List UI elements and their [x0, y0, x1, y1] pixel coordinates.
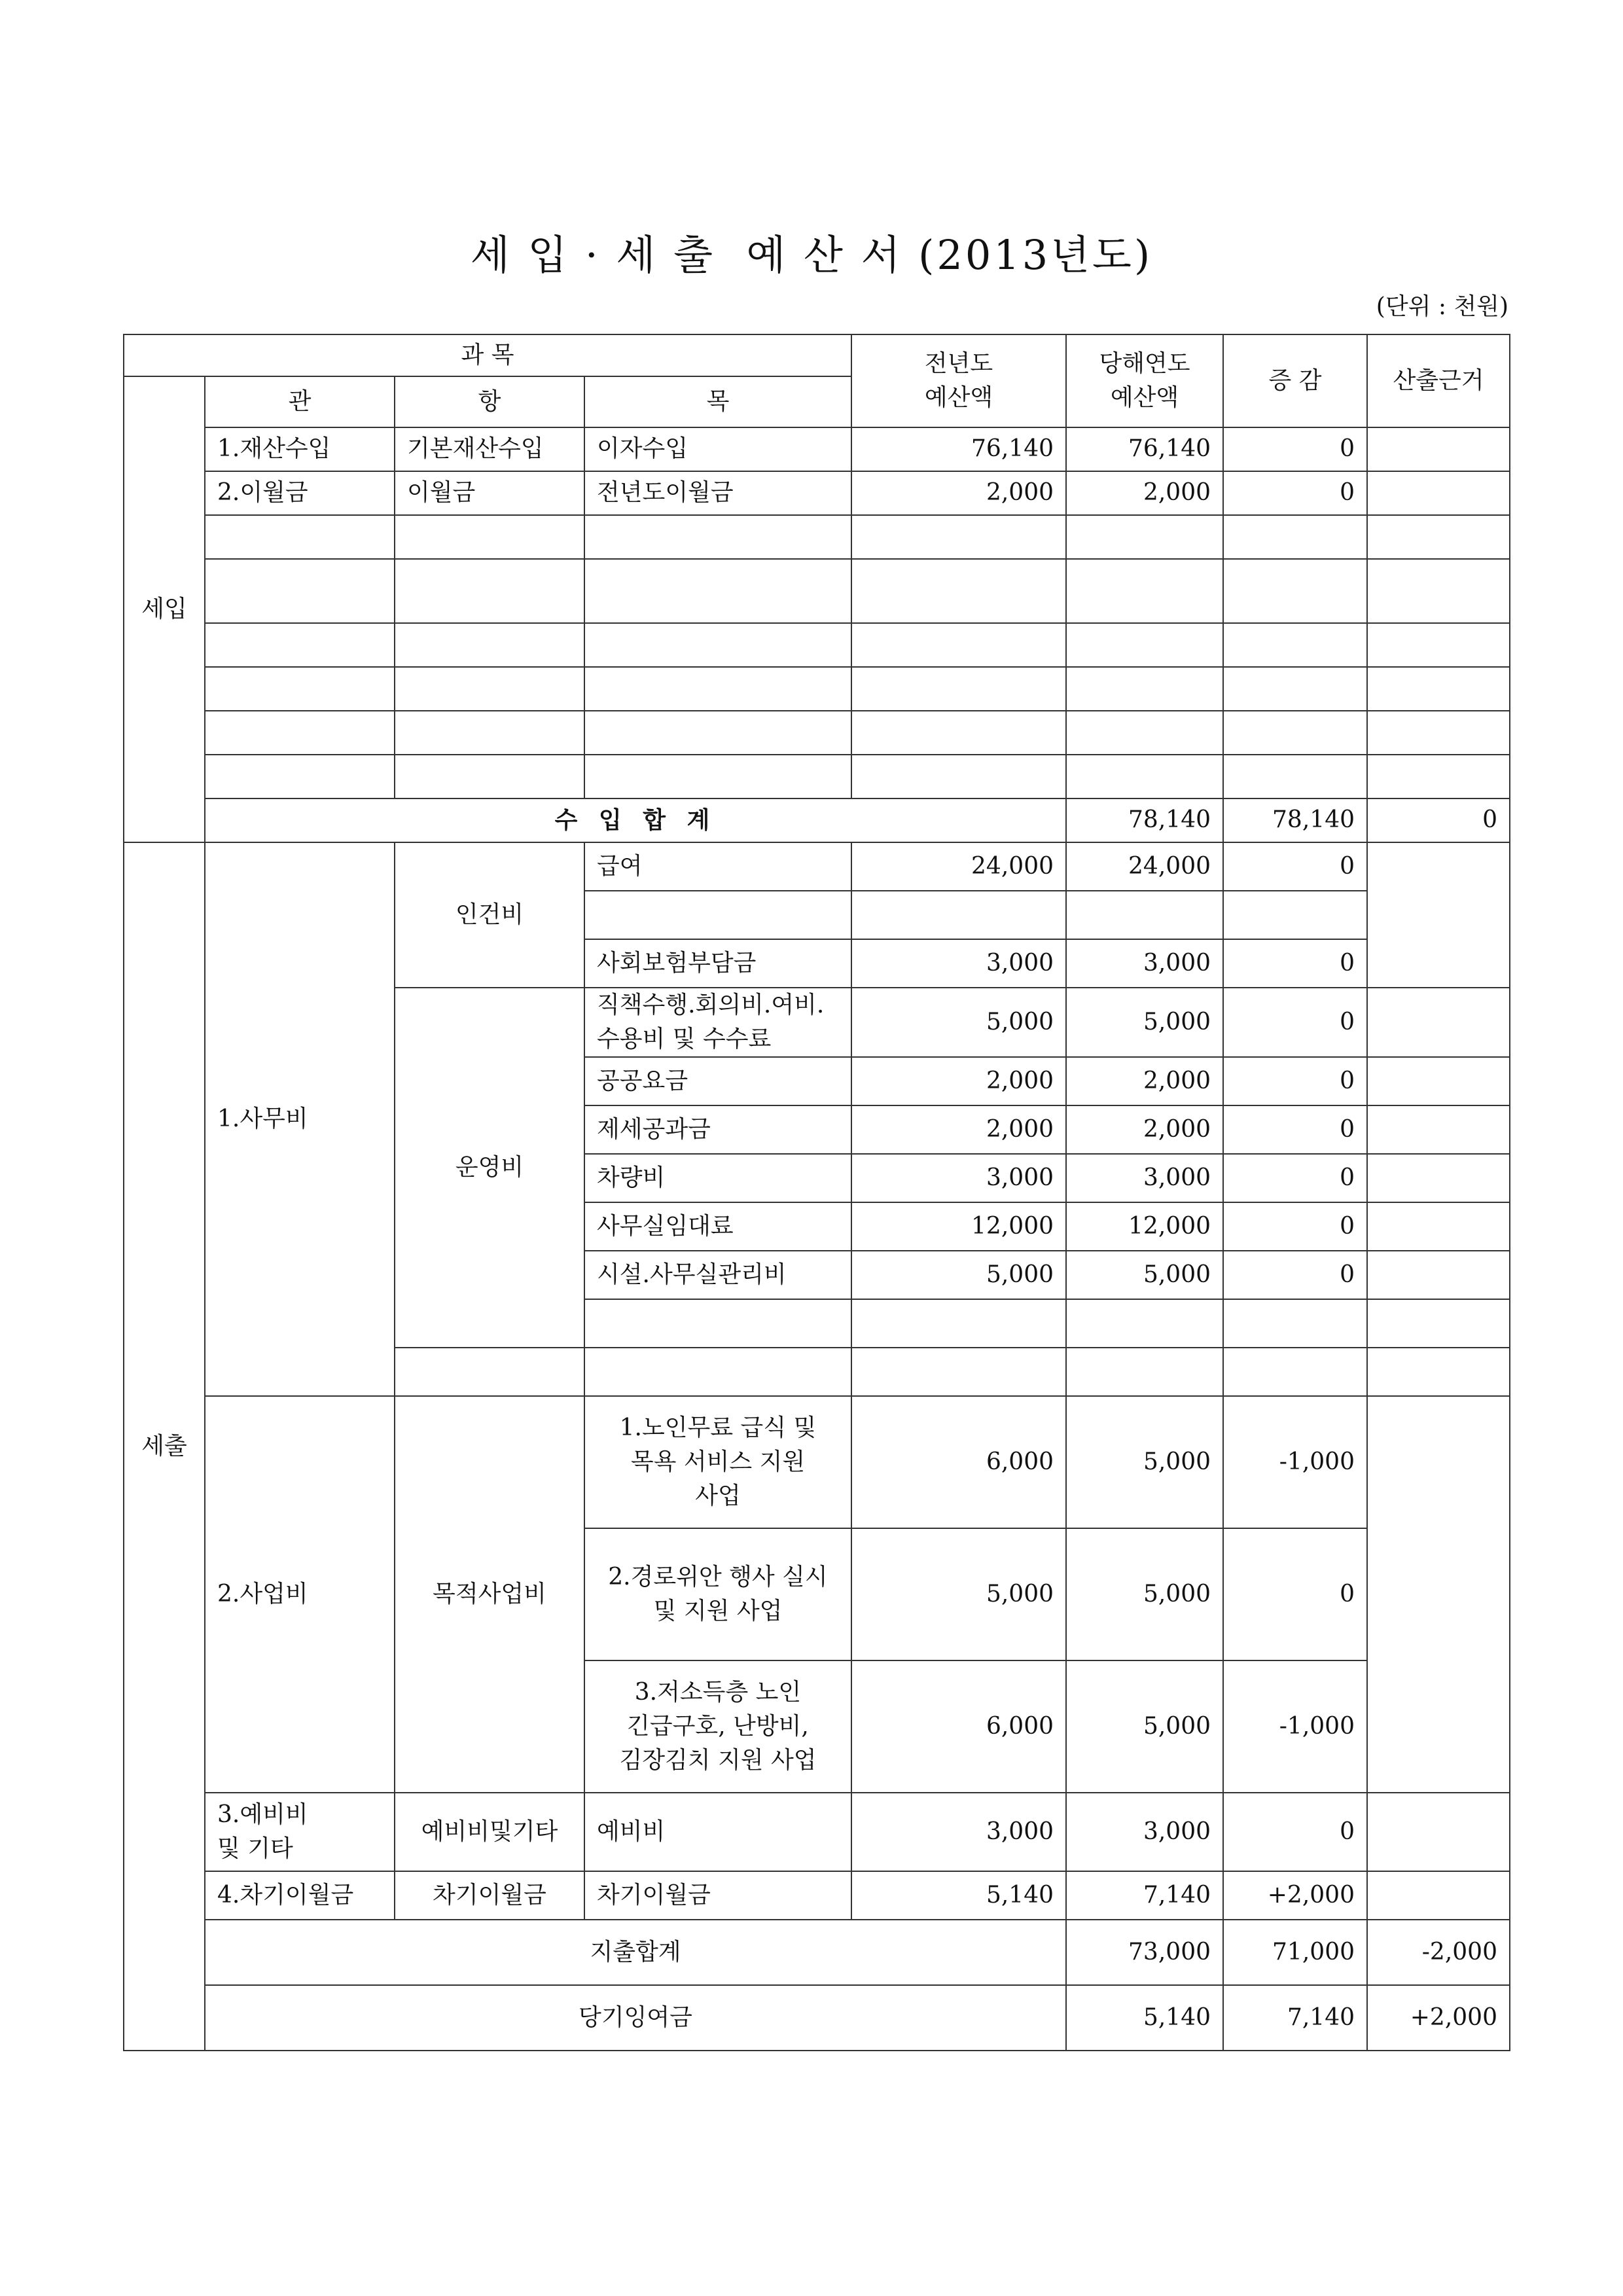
curr-cell: 7,140: [1066, 1871, 1223, 1920]
budget-table: [123, 334, 1510, 2051]
diff-cell: 0: [1223, 1154, 1367, 1202]
mok-cell: 차량비: [584, 1154, 851, 1202]
income-label: 세입: [124, 376, 205, 842]
diff-cell: -2,000: [1367, 1920, 1510, 1985]
prev-cell: 2,000: [851, 471, 1066, 515]
diff-cell: 0: [1223, 427, 1367, 471]
curr-cell: 5,000: [1066, 1251, 1223, 1299]
gwan-cell: 2.사업비: [205, 1396, 395, 1793]
basis-cell: [1367, 1105, 1510, 1154]
hang-cell: 목적사업비: [395, 1396, 584, 1793]
expense-total-row: [124, 1920, 1510, 1985]
basis-cell: [1367, 1057, 1510, 1105]
diff-cell: 0: [1223, 1251, 1367, 1299]
prev-cell: 2,000: [851, 1105, 1066, 1154]
mok-cell: 이자수입: [584, 427, 851, 471]
prev-cell: 5,000: [851, 988, 1066, 1057]
curr-cell: 2,000: [1066, 471, 1223, 515]
prev-cell: 73,000: [1066, 1920, 1223, 1985]
expense-total-label: 지출합계: [205, 1920, 1066, 1985]
table-row: [124, 1871, 1510, 1920]
curr-cell: 3,000: [1066, 1154, 1223, 1202]
gwan-cell: 1.사무비: [205, 842, 395, 1396]
empty-row: [124, 711, 1510, 755]
income-total-row: [124, 798, 1510, 842]
prev-cell: 5,000: [851, 1251, 1066, 1299]
prev-cell: 5,140: [851, 1871, 1066, 1920]
prev-cell: 6,000: [851, 1396, 1066, 1528]
curr-cell: 5,000: [1066, 1396, 1223, 1528]
prev-cell: 78,140: [1066, 798, 1223, 842]
basis-cell: [1367, 1202, 1510, 1251]
surplus-row: [124, 1985, 1510, 2051]
table-row: [124, 1396, 1510, 1528]
document-title: 세 입 · 세 출 예 산 서 (2013년도): [470, 231, 1153, 279]
header-mok: 목: [584, 376, 851, 427]
mok-cell: 공공요금: [584, 1057, 851, 1105]
diff-cell: 0: [1223, 939, 1367, 988]
empty-row: [124, 755, 1510, 798]
basis-cell: [1367, 427, 1510, 471]
mok-cell: 급여: [584, 842, 851, 891]
curr-cell: 5,000: [1066, 1528, 1223, 1660]
hang-cell: 인건비: [395, 842, 584, 988]
table-row: [124, 1793, 1510, 1871]
diff-cell: 0: [1223, 1793, 1367, 1871]
prev-cell: 3,000: [851, 1154, 1066, 1202]
hang-cell: 이월금: [395, 471, 584, 515]
hang-cell: 기본재산수입: [395, 427, 584, 471]
header-gwan: 관: [205, 376, 395, 427]
gwan-cell: 4.차기이월금: [205, 1871, 395, 1920]
diff-cell: -1,000: [1223, 1396, 1367, 1528]
mok-cell: 1.노인무료 급식 및 목욕 서비스 지원 사업: [584, 1396, 851, 1528]
mok-cell: 직책수행.회의비.여비. 수용비 및 수수료: [584, 988, 851, 1057]
empty-row: [124, 559, 1510, 623]
prev-cell: 2,000: [851, 1057, 1066, 1105]
prev-cell: 3,000: [851, 1793, 1066, 1871]
prev-cell: 76,140: [851, 427, 1066, 471]
gwan-cell: 3.예비비 및 기타: [205, 1793, 395, 1871]
surplus-label: 당기잉여금: [205, 1985, 1066, 2051]
prev-cell: 3,000: [851, 939, 1066, 988]
diff-cell: 0: [1223, 988, 1367, 1057]
curr-cell: 76,140: [1066, 427, 1223, 471]
empty-row: [124, 623, 1510, 667]
diff-cell: 0: [1223, 1105, 1367, 1154]
basis-cell: [1367, 1251, 1510, 1299]
hang-cell: 운영비: [395, 988, 584, 1348]
gwan-cell: 1.재산수입: [205, 427, 395, 471]
diff-cell: 0: [1367, 798, 1510, 842]
header-basis: 산출근거: [1367, 334, 1510, 427]
diff-cell: -1,000: [1223, 1660, 1367, 1793]
gwan-cell: 2.이월금: [205, 471, 395, 515]
header-hang: 항: [395, 376, 584, 427]
curr-cell: 3,000: [1066, 939, 1223, 988]
prev-cell: 5,000: [851, 1528, 1066, 1660]
table-row: [124, 427, 1510, 471]
curr-cell: 71,000: [1223, 1920, 1367, 1985]
expense-label: 세출: [124, 842, 205, 2051]
mok-cell: 3.저소득층 노인 긴급구호, 난방비, 김장김치 지원 사업: [584, 1660, 851, 1793]
header-change: 증 감: [1223, 334, 1367, 427]
header-prev-budget: 전년도 예산액: [851, 334, 1066, 427]
basis-cell: [1367, 1396, 1510, 1793]
mok-cell: 예비비: [584, 1793, 851, 1871]
income-total-label: 수 입 합 계: [205, 798, 1066, 842]
diff-cell: 0: [1223, 1528, 1367, 1660]
mok-cell: 제세공과금: [584, 1105, 851, 1154]
prev-cell: 24,000: [851, 842, 1066, 891]
mok-cell: 사무실임대료: [584, 1202, 851, 1251]
curr-cell: 24,000: [1066, 842, 1223, 891]
curr-cell: 7,140: [1223, 1985, 1367, 2051]
curr-cell: 5,000: [1066, 1660, 1223, 1793]
basis-cell: [1367, 1154, 1510, 1202]
basis-cell: [1367, 1871, 1510, 1920]
diff-cell: 0: [1223, 1202, 1367, 1251]
empty-row: [124, 515, 1510, 559]
curr-cell: 3,000: [1066, 1793, 1223, 1871]
table-row: [124, 842, 1510, 891]
header-curr-budget: 당해연도 예산액: [1066, 334, 1223, 427]
curr-cell: 12,000: [1066, 1202, 1223, 1251]
unit-label: (단위 : 천원): [1376, 293, 1508, 320]
basis-cell: [1367, 1793, 1510, 1871]
diff-cell: +2,000: [1223, 1871, 1367, 1920]
prev-cell: 12,000: [851, 1202, 1066, 1251]
mok-cell: 2.경로위안 행사 실시 및 지원 사업: [584, 1528, 851, 1660]
mok-cell: 전년도이월금: [584, 471, 851, 515]
curr-cell: 5,000: [1066, 988, 1223, 1057]
prev-cell: 5,140: [1066, 1985, 1223, 2051]
curr-cell: 2,000: [1066, 1105, 1223, 1154]
empty-row: [124, 667, 1510, 711]
diff-cell: 0: [1223, 1057, 1367, 1105]
diff-cell: 0: [1223, 842, 1367, 891]
header-gwamok: 과 목: [124, 334, 851, 376]
diff-cell: 0: [1223, 471, 1367, 515]
table-row: [124, 471, 1510, 515]
prev-cell: 6,000: [851, 1660, 1066, 1793]
hang-cell: 예비비및기타: [395, 1793, 584, 1871]
hang-cell: 차기이월금: [395, 1871, 584, 1920]
mok-cell: 사회보험부담금: [584, 939, 851, 988]
diff-cell: +2,000: [1367, 1985, 1510, 2051]
mok-cell: 시설.사무실관리비: [584, 1251, 851, 1299]
basis-cell: [1367, 988, 1510, 1057]
mok-cell: 차기이월금: [584, 1871, 851, 1920]
curr-cell: 78,140: [1223, 798, 1367, 842]
basis-cell: [1367, 471, 1510, 515]
curr-cell: 2,000: [1066, 1057, 1223, 1105]
basis-cell: [1367, 842, 1510, 988]
